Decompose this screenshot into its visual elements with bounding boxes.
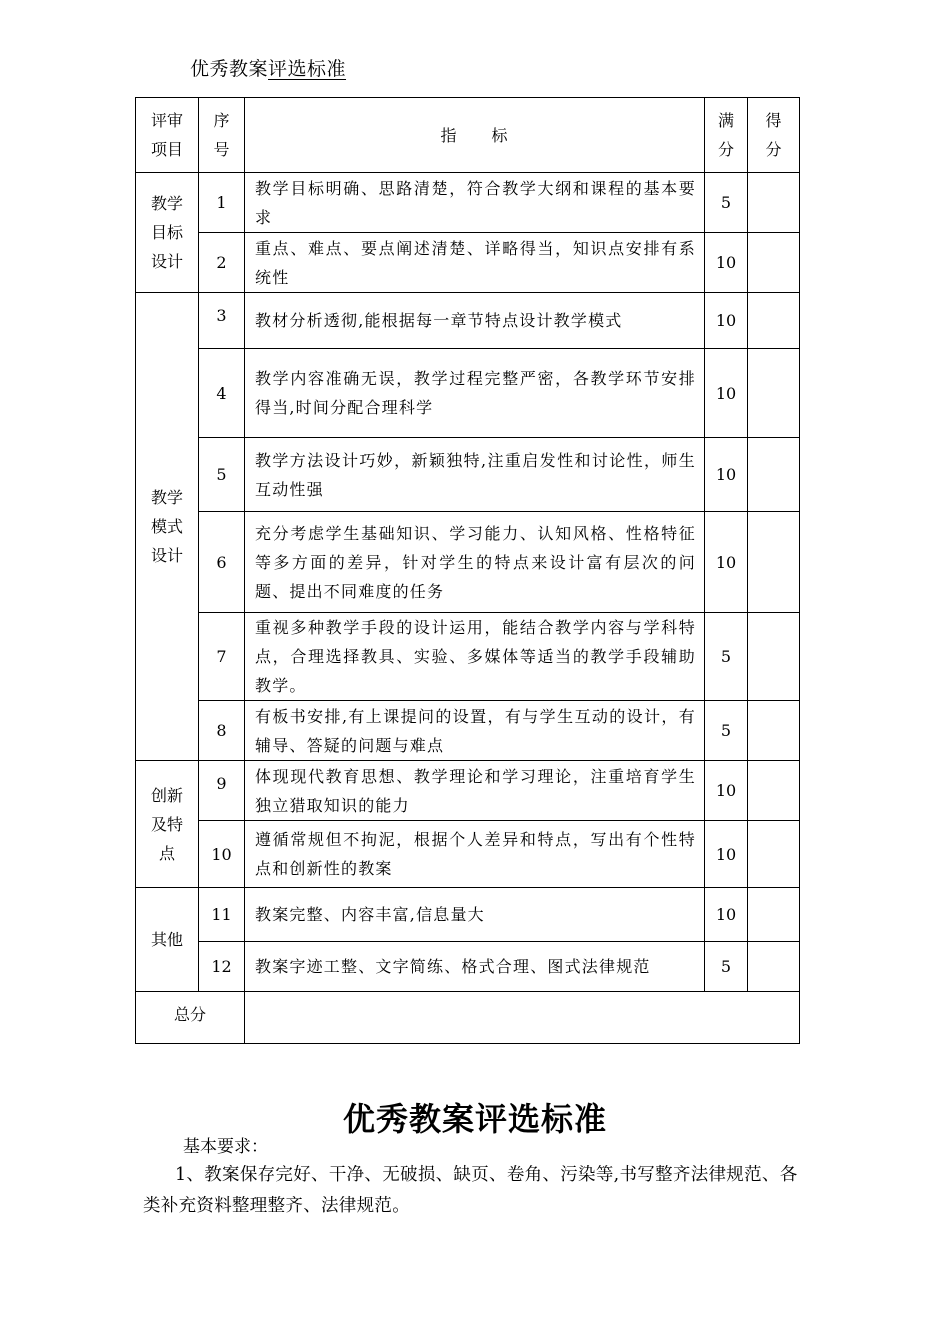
score-cell — [748, 438, 800, 512]
full-score: 5 — [705, 942, 748, 992]
full-score: 10 — [705, 233, 748, 293]
row-number: 3 — [199, 293, 245, 349]
header-no: 序号 — [199, 98, 245, 173]
full-score: 10 — [705, 438, 748, 512]
table-row — [136, 613, 800, 701]
row-number: 2 — [199, 233, 245, 293]
score-cell — [748, 942, 800, 992]
header-row — [136, 98, 800, 173]
row-number: 11 — [199, 888, 245, 942]
row-number: 10 — [199, 821, 245, 888]
table-row — [136, 821, 800, 888]
score-cell — [748, 349, 800, 438]
full-score: 10 — [705, 888, 748, 942]
score-cell — [748, 293, 800, 349]
row-number: 6 — [199, 512, 245, 613]
table-row — [136, 761, 800, 821]
group-cell: 教学模式设计 — [136, 293, 199, 761]
basic-requirements-label: 基本要求： — [183, 1137, 268, 1157]
row-number: 1 — [199, 173, 245, 233]
table-row — [136, 233, 800, 293]
row-number: 12 — [199, 942, 245, 992]
indicator-text: 遵循常规但不拘泥，根据个人差异和特点，写出有个性特点和创新性的教案 — [245, 821, 705, 888]
score-cell — [748, 761, 800, 821]
page-heading — [190, 54, 346, 81]
row-number: 8 — [199, 701, 245, 761]
indicator-text: 教学方法设计巧妙，新颖独特,注重启发性和讨论性，师生互动性强 — [245, 438, 705, 512]
row-number: 5 — [199, 438, 245, 512]
score-cell — [748, 821, 800, 888]
row-number: 4 — [199, 349, 245, 438]
heading-underlined: 评选标准 — [268, 58, 347, 80]
header-indicator: 指 标 — [245, 98, 705, 173]
indicator-text: 体现现代教育思想、教学理论和学习理论，注重培育学生独立猎取知识的能力 — [245, 761, 705, 821]
full-score: 10 — [705, 512, 748, 613]
row-number: 9 — [199, 761, 245, 821]
indicator-text: 教案完整、内容丰富,信息量大 — [245, 888, 705, 942]
score-cell — [748, 701, 800, 761]
table-row — [136, 173, 800, 233]
full-score: 5 — [705, 701, 748, 761]
header-score: 得分 — [748, 98, 800, 173]
header-project: 评审项目 — [136, 98, 199, 173]
table-row — [136, 701, 800, 761]
indicator-text: 教学目标明确、思路清楚，符合教学大纲和课程的基本要求 — [245, 173, 705, 233]
table-row — [136, 293, 800, 349]
indicator-text: 教学内容准确无误，教学过程完整严密，各教学环节安排得当,时间分配合理科学 — [245, 349, 705, 438]
indicator-text: 充分考虑学生基础知识、学习能力、认知风格、性格特征等多方面的差异，针对学生的特点来设计富有层次的问题、提出不同难度的任务 — [245, 512, 705, 613]
full-score: 5 — [705, 173, 748, 233]
full-score: 5 — [705, 613, 748, 701]
indicator-text: 重点、难点、要点阐述清楚、详略得当，知识点安排有系统性 — [245, 233, 705, 293]
group-cell: 教学目标设计 — [136, 173, 199, 293]
requirement-paragraph: 1、教案保存完好、干净、无破损、缺页、卷角、污染等,书写整齐法律规范、各类补充资料整理整齐、法律规范。 — [143, 1165, 798, 1216]
indicator-text: 重视多种教学手段的设计运用，能结合教学内容与学科特点，合理选择教具、实验、多媒体等适当的教学手段辅助教学。 — [245, 613, 705, 701]
heading-plain: 优秀教案 — [190, 58, 269, 80]
table-row — [136, 512, 800, 613]
indicator-text: 有板书安排,有上课提问的设置，有与学生互动的设计，有辅导、答疑的问题与难点 — [245, 701, 705, 761]
indicator-text: 教材分析透彻,能根据每一章节特点设计教学模式 — [245, 293, 705, 349]
table-row — [136, 942, 800, 992]
full-score: 10 — [705, 761, 748, 821]
group-cell: 其他 — [136, 888, 199, 992]
score-cell — [748, 512, 800, 613]
evaluation-table — [135, 97, 800, 1044]
main-title: 优秀教案评选标准 — [342, 1100, 607, 1138]
total-label: 总分 — [136, 992, 245, 1044]
total-row — [136, 992, 800, 1044]
total-value-cell — [245, 992, 800, 1044]
full-score: 10 — [705, 821, 748, 888]
score-cell — [748, 173, 800, 233]
score-cell — [748, 233, 800, 293]
header-full: 满分 — [705, 98, 748, 173]
full-score: 10 — [705, 349, 748, 438]
table-row — [136, 349, 800, 438]
indicator-text: 教案字迹工整、文字简练、格式合理、图式法律规范 — [245, 942, 705, 992]
full-score: 10 — [705, 293, 748, 349]
score-cell — [748, 888, 800, 942]
table-row — [136, 438, 800, 512]
group-cell: 创新及特点 — [136, 761, 199, 888]
score-cell — [748, 613, 800, 701]
row-number: 7 — [199, 613, 245, 701]
table-row — [136, 888, 800, 942]
